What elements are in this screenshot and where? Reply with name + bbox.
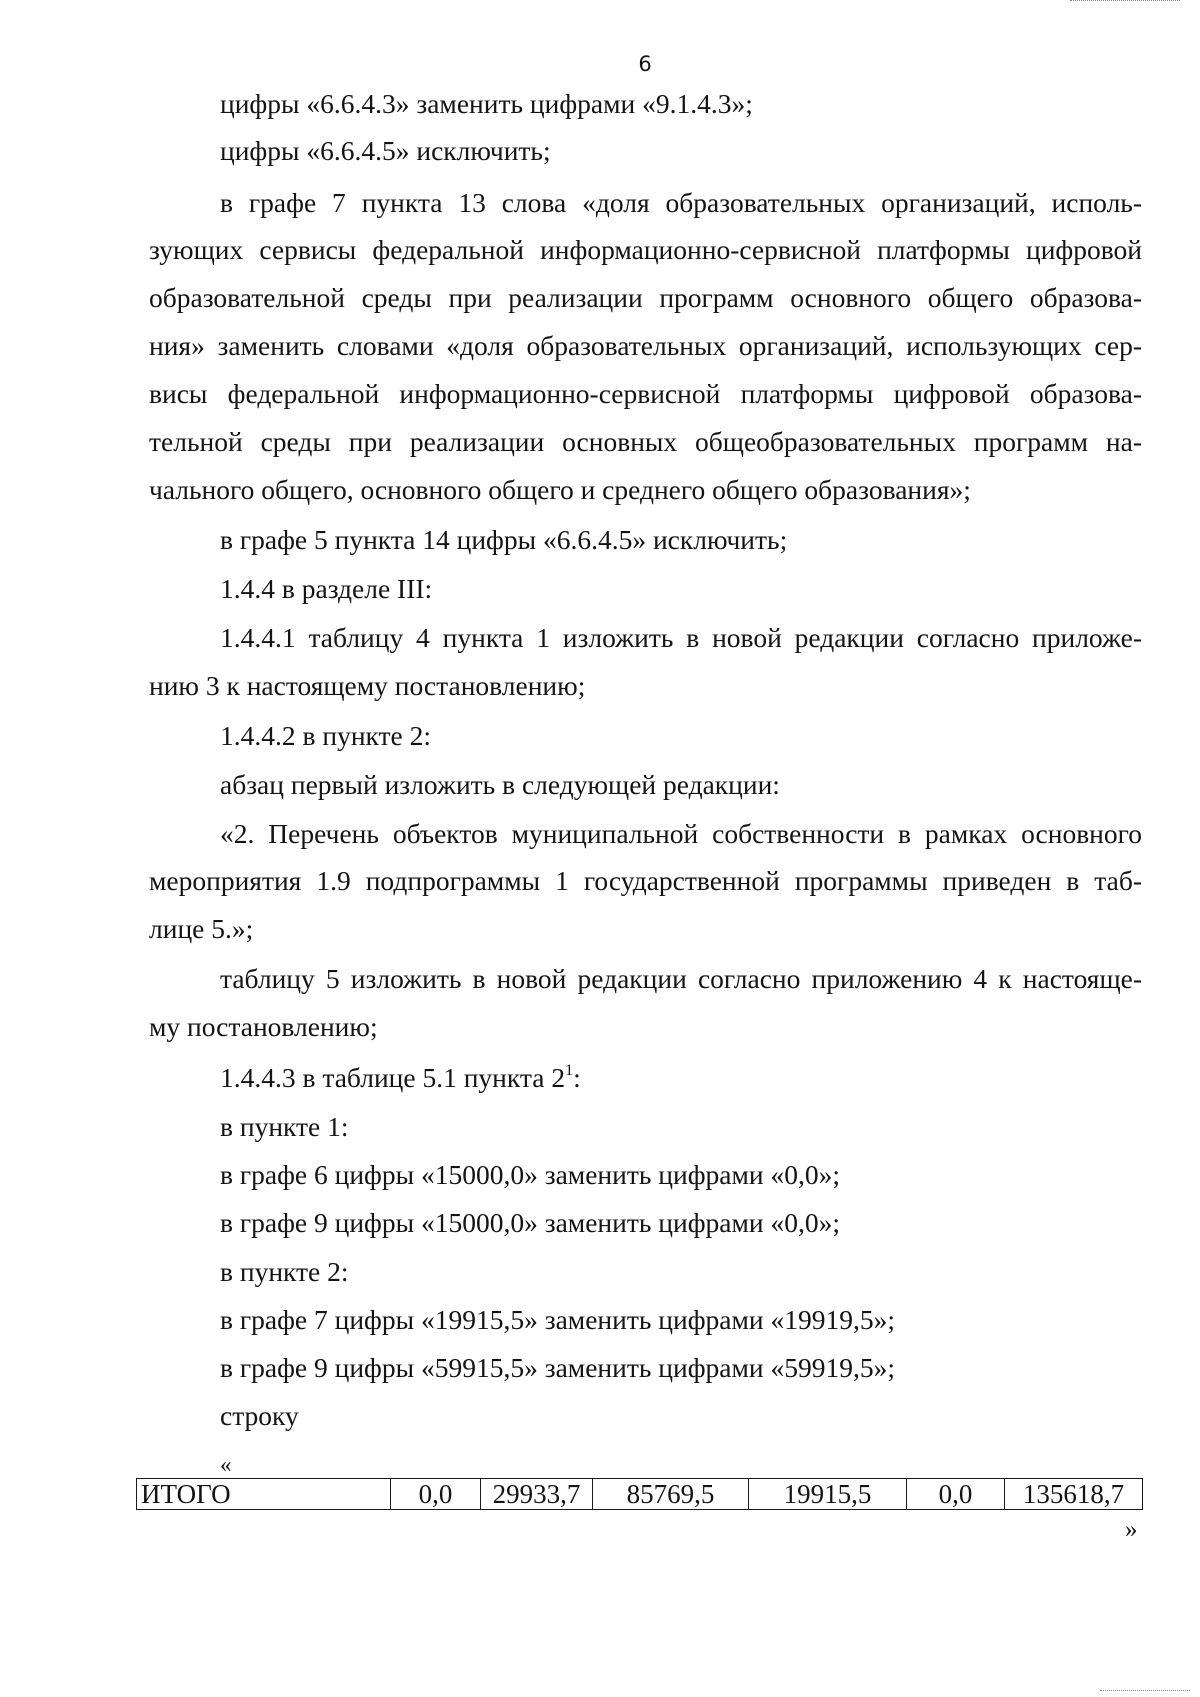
text-line: 1.4.4 в разделе III: — [220, 573, 433, 604]
text-line: цифры «6.6.4.3» заменить цифрами «9.1.4.3»; — [220, 88, 753, 119]
totals-table — [136, 1478, 1143, 1510]
text-line: в графе 7 цифры «19915,5» заменить цифрами «19919,5»; — [220, 1304, 895, 1335]
text-line: му постановлению; — [149, 1011, 378, 1042]
text-line: в графе 7 пункта 13 слова «доля образовательных организаций, исполь- — [220, 187, 1142, 218]
text-line: в графе 5 пункта 14 цифры «6.6.4.5» исключить; — [220, 524, 788, 555]
scan-mark-top — [1070, 0, 1180, 5]
text-line: в пункте 2: — [220, 1256, 349, 1287]
quote-close: » — [1125, 1516, 1138, 1543]
table-cell: 135618,7 — [1005, 1479, 1143, 1510]
table-cell: 29933,7 — [481, 1479, 593, 1510]
text-line: в пункте 1: — [220, 1111, 349, 1142]
scan-mark-bottom — [1100, 1690, 1190, 1695]
table-cell-label: ИТОГО — [137, 1479, 391, 1510]
page-number: 6 — [638, 52, 652, 76]
text-line: ния» заменить словами «доля образовательных организаций, использующих сер- — [149, 330, 1142, 361]
text-line: в графе 6 цифры «15000,0» заменить цифрами «0,0»; — [220, 1159, 840, 1190]
text-line — [220, 1061, 1142, 1095]
text-line: в графе 9 цифры «15000,0» заменить цифрами «0,0»; — [220, 1207, 840, 1238]
table-cell: 19915,5 — [749, 1479, 907, 1510]
text-line: образовательной среды при реализации программ основного общего образова- — [149, 282, 1142, 313]
text-line: чального общего, основного общего и среднего общего образования»; — [149, 474, 971, 505]
text-line: висы федеральной информационно-сервисной платформы цифровой образова- — [149, 378, 1142, 409]
text-line: абзац первый изложить в следующей редакции: — [220, 769, 780, 800]
table-row — [137, 1479, 1143, 1510]
text-line: тельной среды при реализации основных общеобразовательных программ на- — [149, 426, 1142, 457]
text-line: 1.4.4.1 таблицу 4 пункта 1 изложить в новой редакции согласно приложе- — [220, 622, 1142, 653]
superscript: 1 — [565, 1061, 574, 1079]
text-line-tail: : — [573, 1062, 581, 1093]
text-line-main: 1.4.4.3 в таблице 5.1 пункта 2 — [220, 1062, 566, 1093]
table-cell: 85769,5 — [593, 1479, 749, 1510]
text-line: нию 3 к настоящему постановлению; — [149, 670, 586, 701]
table-cell: 0,0 — [391, 1479, 481, 1510]
text-line: в графе 9 цифры «59915,5» заменить цифрами «59919,5»; — [220, 1352, 895, 1383]
text-line: таблицу 5 изложить в новой редакции согласно приложению 4 к настояще- — [220, 963, 1142, 994]
text-line: зующих сервисы федеральной информационно-сервисной платформы цифровой — [149, 234, 1142, 265]
text-line: лице 5.»; — [149, 913, 254, 944]
text-line: «2. Перечень объектов муниципальной собственности в рамках основного — [220, 818, 1142, 849]
text-line: мероприятия 1.9 подпрограммы 1 государственной программы приведен в таб- — [149, 865, 1142, 896]
text-line: цифры «6.6.4.5» исключить; — [220, 135, 551, 166]
quote-open: « — [220, 1452, 232, 1477]
text-line: 1.4.4.2 в пункте 2: — [220, 720, 432, 751]
table-cell: 0,0 — [907, 1479, 1005, 1510]
text-line: строку — [220, 1400, 299, 1431]
